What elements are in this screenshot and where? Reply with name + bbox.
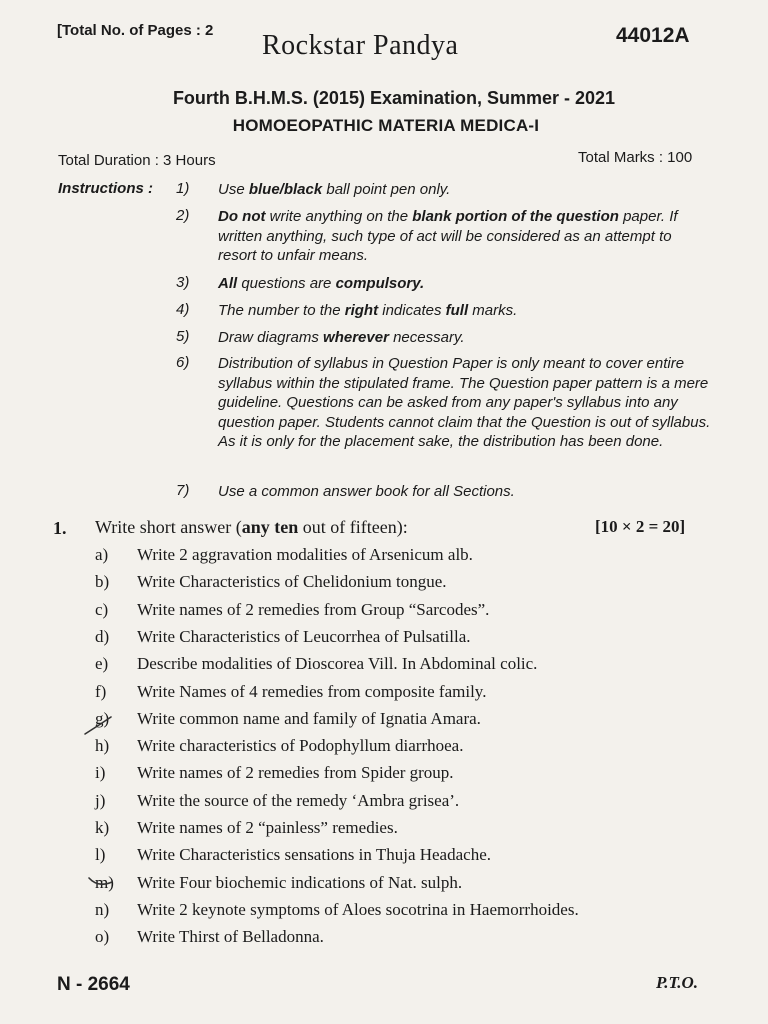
instruction-text bbox=[218, 301, 713, 321]
instruction-emphasis: wherever bbox=[323, 329, 389, 346]
question-text-part: out of fifteen): bbox=[298, 517, 408, 537]
sub-question-label: e) bbox=[95, 654, 109, 673]
paper-serial-code: N - 2664 bbox=[57, 974, 130, 995]
total-pages-label: [Total No. of Pages : 2 bbox=[57, 22, 214, 39]
sub-question-text: Write Four biochemic indications of Nat. sulph. bbox=[137, 873, 463, 892]
instruction-emphasis: right bbox=[344, 302, 379, 319]
instruction-emphasis: blank portion of the question bbox=[412, 208, 619, 225]
sub-question-text: Write Names of 4 remedies from composite family. bbox=[137, 682, 487, 701]
total-marks: Total Marks : 100 bbox=[578, 149, 693, 166]
sub-question-label: b) bbox=[95, 572, 110, 591]
instruction-text bbox=[218, 328, 713, 348]
handwritten-name: Rockstar Pandya bbox=[262, 30, 459, 61]
pen-tick-mark bbox=[86, 872, 116, 892]
instruction-text-part: Use a common answer book for all Sections. bbox=[218, 483, 515, 500]
sub-question-text: Write common name and family of Ignatia Amara. bbox=[137, 709, 481, 728]
sub-question-text: Write 2 keynote symptoms of Aloes socotrina in Haemorrhoides. bbox=[137, 900, 579, 919]
total-duration: Total Duration : 3 Hours bbox=[58, 152, 216, 169]
instruction-text bbox=[218, 180, 713, 200]
question-text-part: Write short answer ( bbox=[95, 517, 242, 537]
sub-question-text: Write Characteristics sensations in Thuja Headache. bbox=[137, 845, 491, 864]
sub-question-label: f) bbox=[95, 682, 107, 701]
exam-title: Fourth B.H.M.S. (2015) Examination, Summer - 2021 bbox=[172, 88, 616, 108]
instruction-text-part: ball point pen only. bbox=[322, 181, 451, 198]
instruction-emphasis: Do not bbox=[218, 208, 266, 225]
sub-question-text: Write Characteristics of Leucorrhea of Pulsatilla. bbox=[137, 627, 471, 646]
instruction-text-part: write anything on the bbox=[265, 208, 413, 225]
instruction-text-part: The number to the bbox=[218, 302, 345, 319]
instruction-text bbox=[218, 354, 713, 452]
instruction-text-part: marks. bbox=[468, 302, 518, 319]
sub-question-text: Write names of 2 remedies from Group “Sarcodes”. bbox=[137, 600, 490, 619]
pen-tick-mark bbox=[82, 712, 114, 738]
subject-title: HOMOEOPATHIC MATERIA MEDICA-I bbox=[232, 116, 540, 135]
sub-question-text: Write the source of the remedy ‘Ambra grisea’. bbox=[137, 791, 460, 810]
question-text bbox=[95, 517, 408, 538]
instruction-text-part: Use bbox=[218, 181, 249, 198]
sub-question-text: Describe modalities of Dioscorea Vill. In Abdominal colic. bbox=[137, 654, 538, 673]
pto-label: P.T.O. bbox=[656, 973, 699, 992]
instruction-emphasis: All bbox=[218, 275, 238, 292]
instruction-number: 6) bbox=[176, 354, 190, 371]
sub-question-label: k) bbox=[95, 818, 110, 837]
instruction-number: 2) bbox=[176, 207, 190, 224]
instruction-number: 3) bbox=[176, 274, 190, 291]
instruction-text-part: questions are bbox=[237, 275, 336, 292]
sub-question-text: Write names of 2 remedies from Spider group. bbox=[137, 763, 454, 782]
instruction-text bbox=[218, 207, 713, 266]
instruction-number: 4) bbox=[176, 301, 190, 318]
instruction-number: 7) bbox=[176, 482, 190, 499]
instruction-text-part: Distribution of syllabus in Question Paper is only meant to cover entire syllabus within the stipulated frame. The Question paper pattern is a mere guideline. Questions can be asked from any paper's syllabus into any question paper. Students cannot claim that the Question is out of syllabus. As it is only for the placement sake, the distribution has been done. bbox=[218, 355, 711, 450]
instruction-text-part: Draw diagrams bbox=[218, 329, 324, 346]
instructions-label: Instructions : bbox=[58, 180, 154, 197]
instruction-number: 5) bbox=[176, 328, 190, 345]
sub-question-label: m) bbox=[95, 873, 114, 892]
sub-question-text: Write Characteristics of Chelidonium tongue. bbox=[137, 572, 447, 591]
sub-question-label: d) bbox=[95, 627, 110, 646]
question-number: 1. bbox=[53, 518, 67, 538]
paper-code: 44012A bbox=[616, 24, 690, 47]
sub-question-text: Write Thirst of Belladonna. bbox=[137, 927, 324, 946]
instruction-text-part: paper. If written anything, such type of act will be considered as an attempt to resort to unfair means. bbox=[218, 208, 678, 264]
instruction-emphasis: compulsory. bbox=[335, 275, 425, 292]
sub-question-label: j) bbox=[95, 791, 106, 810]
sub-question-label: c) bbox=[95, 600, 109, 619]
instruction-text-part: indicates bbox=[378, 302, 446, 319]
instruction-text-part: necessary. bbox=[388, 329, 465, 346]
sub-question-label: o) bbox=[95, 927, 110, 946]
instruction-number: 1) bbox=[176, 180, 190, 197]
instruction-text bbox=[218, 482, 713, 502]
instruction-emphasis: blue/black bbox=[248, 181, 323, 198]
sub-question-label: a) bbox=[95, 545, 109, 564]
instruction-emphasis: full bbox=[445, 302, 469, 319]
sub-question-text: Write 2 aggravation modalities of Arsenicum alb. bbox=[137, 545, 473, 564]
sub-question-text: Write names of 2 “painless” remedies. bbox=[137, 818, 398, 837]
sub-question-label: l) bbox=[95, 845, 106, 864]
sub-question-label: i) bbox=[95, 763, 106, 782]
sub-question-label: g) bbox=[95, 709, 110, 728]
sub-question-label: n) bbox=[95, 900, 110, 919]
sub-question-text: Write characteristics of Podophyllum diarrhoea. bbox=[137, 736, 464, 755]
question-marks: [10 × 2 = 20] bbox=[595, 517, 686, 536]
question-text-bold: any ten bbox=[241, 517, 299, 537]
instruction-text bbox=[218, 274, 713, 294]
sub-question-label: h) bbox=[95, 736, 110, 755]
